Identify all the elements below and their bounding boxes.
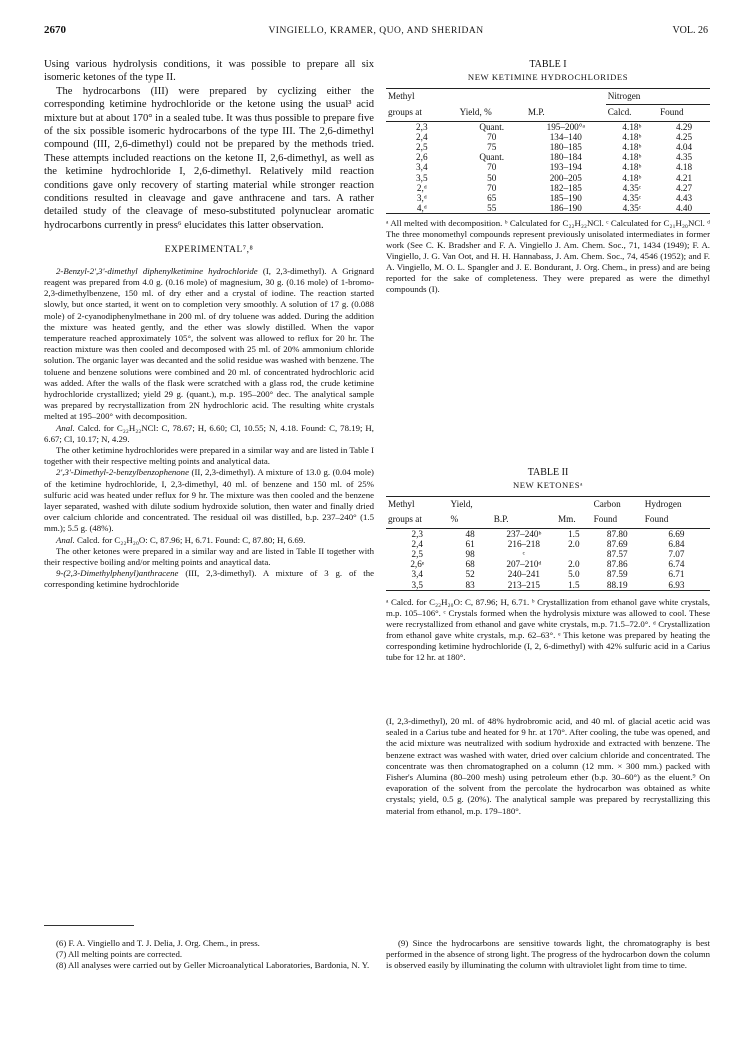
table-footnote: ᵃ Calcd. for C₂₂H₂₀O: C, 87.96; H, 6.71. ᵇ Crystallization from ethanol gave white crystals, m.p. 105–106°. ᶜ Crystals formed when the hydrolysis mixture was allowed to cool. These were recrystallized from ethanol and gave white crystals, m.p. 71.5–72.0°. ᵈ Crystallization from ethanol gave white crystals, m.p. 62–63°. ᵉ This ketone was prepared by heating the corresponding ketimine hydrochloride (I, 2, 6-dimethyl) with 42% sulfuric acid in a Carius tube for 12 hr. at 180°. [386,596,710,662]
table-cell: 4.18ᵇ [622,172,642,183]
table-cell: 52 [465,569,475,580]
col-header: Found [644,514,669,525]
table-row [386,183,710,193]
table-cell: 68 [465,559,475,570]
volume-label: VOL. 26 [672,25,708,36]
table-row [386,203,710,214]
table-cell: 70 [487,131,497,142]
right-continuation [386,716,710,817]
table-cell: 3,5 [411,579,423,590]
footnotes-left [44,938,374,971]
table-cell: 4.18ᵇ [622,121,642,132]
table-cell: 4.35 [675,152,693,163]
table-cell: 6.93 [668,579,685,590]
table-cell: 70 [487,162,497,173]
table-cell: 83 [465,579,475,590]
table-title: TABLE I [529,59,567,70]
table-cell: 2,5 [411,549,423,560]
table-row [386,549,710,559]
table-cell: 2,6 [416,152,428,163]
col-header: Mm. [558,514,576,525]
col-header: Found [660,107,684,118]
table-cell: 6.84 [668,538,685,549]
col-header: B.P. [493,514,509,525]
running-title: VINGIELLO, KRAMER, QUO, AND SHERIDAN [268,26,484,36]
table-cell: Quant. [479,152,505,163]
col-header: M.P. [527,106,545,117]
experimental-paragraph: Anal. Calcd. for C₂₂H₂₀O: C, 87.96; H, 6.71. Found: C, 87.80; H, 6.69. [56,534,306,545]
table-cell: 4.18 [675,162,693,173]
col-header: Hydrogen [644,498,682,509]
table-cell: 87.57 [606,549,628,560]
table-2-block [386,466,710,663]
table-row [386,539,710,549]
table-row [386,152,710,162]
table-cell: 4.21 [675,172,693,183]
table-cell: 6.71 [668,569,685,580]
table-row [386,173,710,183]
table-cell: 87.69 [606,538,628,549]
footnote-rule [44,925,134,926]
table-footnote: ᵃ All melted with decomposition. ᵇ Calculated for C₂₂H₂₂NCl. ᶜ Calculated for C₂₁H₂₀NCl. ᵈ The three monomethyl compounds represent previously unisolated intermediates in former work (See C. K. Bradsher and F. A. Vingiello J. Am. Chem. Soc., 71, 1434 (1949); F. A. Vingiello, J. G. Van Oot, and H. H. Hannabass, J. Am. Chem. Soc., 74, 4546 (1952); and F. A. Vingiello, M. O. L. Spangler and J. E. Bondurant, J. Org. Chem., in press) and are being reported for the sake of completeness. They were prepared as were the dimethyl compounds (I). [386,218,710,295]
table-cell: 2,4 [416,131,428,142]
intro-paragraph: Using various hydrolysis conditions, it was possible to prepare all six isomeric ketones of the type II. [44,59,374,84]
table-cell: 4.18ᵇ [622,152,642,163]
table-cell: 70 [487,182,497,193]
table-cell: 61 [465,538,475,549]
experimental-paragraph: The other ketones were prepared in a similar way and are listed in Table II together with their respective boiling and/or melting points and anaytical data. [44,545,374,567]
table-cell: 2,4 [411,538,423,549]
table-cell [556,549,592,559]
col-header: groups at [388,514,422,525]
table-cell: 2,ᵈ [416,182,427,193]
table-row [386,121,710,132]
table-cell: 4.35ᶜ [622,182,642,193]
table-cell: 193–194 [549,162,582,173]
table-cell: 2,3 [416,121,428,132]
table-2 [386,496,710,591]
table-cell: 195–200°ᵃ [546,121,585,132]
intro-paragraph: The hydrocarbons (III) were prepared by cyclizing either the corresponding ketimine hydrochloride or the ketone using the usual³ acid mixture but at about 170° in a sealed tube. It was thus possible to prepare five of the six possible isomeric hydrocarbons of the type III. The 2,6-dimethyl compound (III, 2,6-dimethyl) could not be prepared by the methods tried. These attempts included reactions on the ketone II, 2,6-dimethyl, as well as the ketimine hydrochloride I, 2,6-dimethyl. Relatively mild reaction conditions gave only recovery of starting material while stronger reaction conditions resulted in cleavage and gave anthracene and tars. A rather detailed study of the cleavage of meso-substituted polynuclear aromatic hydrocarbons currently in press⁶ elucidates this latter observation. [44,85,374,231]
experimental-paragraph: 2',3'-Dimethyl-2-benzylbenzophenone (II, 2,3-dimethyl). A mixture of 13.0 g. (0.04 mole) of the ketimine hydrochloride, I, 2,3-dimethyl, 40 ml. of benzene and 150 ml. of 25% sulfuric acid was heated under reflux for 9 hr. The mixture was then cooled and the benzene layer separated, washed with dilute sodium hydroxide solution, then water and finally dried over calcium chloride and concentrated. The residual oil was distilled, b.p. 237–240° (1.5 mm.); 5.5 g. (48%). [44,467,374,534]
section-title: EXPERIMENTAL⁷,⁸ [164,245,254,256]
table-cell: 213–215 [507,579,540,590]
table-cell: 134–140 [549,131,582,142]
table-cell: 3,ᵈ [416,193,427,204]
table-cell: 4.18ᵇ [622,131,642,142]
experimental-paragraph: 9-(2,3-Dimethylphenyl)anthracene (III, 2,3-dimethyl). A mixture of 3 g. of the corresponding ketimine hydrochloride [44,568,375,590]
table-cell: 3,5 [416,172,428,183]
table-cell: 1.5 [568,528,580,539]
footnotes-right [386,938,710,971]
table-cell: 180–184 [549,152,582,163]
table-cell: 48 [465,528,475,539]
table-cell: 2,6ᵉ [410,559,425,570]
table-cell: 6.69 [668,528,685,539]
table-cell: 65 [487,193,497,204]
page-number: 2670 [44,24,66,36]
table-cell: 4.35ᶜ [622,203,642,214]
table-cell: 50 [487,172,497,183]
table-cell: 7.07 [668,549,685,560]
table-1 [386,88,710,215]
table-cell: 6.74 [668,559,685,570]
table-cell: 240–241 [507,569,540,580]
table-cell: 87.59 [606,569,628,580]
experimental-paragraph: (I, 2,3-dimethyl), 20 ml. of 48% hydrobromic acid, and 40 ml. of glacial acetic acid was sealed in a Carius tube and heated for 9 hr. at 170°. After cooling, the tube was opened, and the acid mixture was neutralized with sodium hydroxide and extracted with benzene. The benzene extract was washed with water, dried over calcium chloride and concentrated. The concentrate was then chromatographed on a column (12 mm. × 300 mm.) packed with Fisher's Alumina (80–200 mesh) using petroleum ether (b.p. 30–60°) as the eluent.⁹ On evaporation of the solvent from the percolate the hydrocarbon was obtained as white crystals; yield, 0.5 g. (20%). The analytical sample was prepared by recrystallizing this material from ethanol, m.p. 179–180°. [386,716,710,816]
table-cell: 3,4 [416,162,428,173]
col-header: groups at [388,106,422,117]
table-cell: 4.25 [675,131,693,142]
col-header: Yield, [450,498,473,509]
table-cell: 2,5 [416,142,428,153]
table-cell: 185–190 [549,193,582,204]
table-cell: 216–218 [507,538,540,549]
table-cell: 180–185 [549,142,582,153]
col-header: Methyl [388,91,415,102]
table-cell: 4.18ᵇ [622,162,642,173]
table-cell: 4.18ᵇ [622,142,642,153]
table-cell: 2.0 [568,538,580,549]
table-cell: 2,3 [411,528,423,539]
table-cell: 88.19 [606,579,628,590]
col-header: Carbon [593,498,621,509]
table-cell: 4.04 [675,142,693,153]
table-row [386,142,710,152]
table-cell: 3,4 [411,569,423,580]
table-cell: 207–210ᵈ [506,559,542,570]
table-subtitle: NEW KETIMINE HYDROCHLORIDES [467,72,629,83]
table-cell: 5.0 [568,569,580,580]
footnote: (7) All melting points are corrected. [56,949,183,959]
table-cell: 4.35ᶜ [622,193,642,204]
page-header [44,24,708,42]
footnote: (6) F. A. Vingiello and T. J. Delia, J. Org. Chem., in press. [56,938,260,948]
table-cell: 237–240ᵇ [506,528,542,539]
table-cell: 4.27 [675,182,693,193]
col-header: % [450,514,459,525]
experimental-paragraph: Anal. Calcd. for C₂₂H₂₂NCl: C, 78.67; H, 6.60; Cl, 10.55; N, 4.18. Found: C, 78.19; H, 6.67; Cl, 10.17; N, 4.29. [44,422,374,444]
table-cell: 200–205 [549,172,582,183]
table-cell: 87.86 [606,559,628,570]
table-cell: 2.0 [568,559,580,570]
table-cell: 4.43 [675,193,693,204]
footnote: (8) All analyses were carried out by Geller Microanalytical Laboratories, Bardonia, N. Y. [56,960,370,970]
experimental-paragraph: The other ketimine hydrochlorides were prepared in a similar way and are listed in Table I together with their respective melting points and analytical data. [44,444,374,467]
table-row [386,162,710,172]
table-cell: 75 [487,142,497,153]
table-1-block [386,58,710,295]
table-row [386,559,710,569]
table-row [386,528,710,539]
table-cell: 98 [465,549,475,560]
table-cell: Quant. [479,121,505,132]
col-header: Found [593,514,618,525]
table-row [386,132,710,142]
table-cell: 55 [487,203,497,214]
left-column [44,58,374,591]
experimental-paragraph: 2-Benzyl-2',3'-dimethyl diphenylketimine hydrochloride (I, 2,3-dimethyl). A Grignard reagent was prepared from 4.0 g. (0.16 mole) of magnesium, 30 g. (0.16 mole) of 1-bromo-2,3-dimethylbenzene, 150 ml. of dry ether and a crystal of iodine. The reaction started slowly, but once started, it went on to completion very smoothly. A solution of 17 g. (0.088 mole) of 2-cyanodiphenylmethane in 200 ml. of dry toluene was added. During the addition the mixture was heated gently, and the ether was slowly distilled. When the vapor temperature reached approximately 105°, the solvent was allowed to reflux for 20 hr. The reaction mixture was then cooled and decomposed with 25 ml. of 20% ammonium chloride solution. The organic layer was decanted and the solid residue was washed with benzene. The toluene and benzene solutions were combined and 20 ml. of concentrated hydrochloric acid was added. After the walls of the flask were scratched with a glass rod, the crude ketimine hydrochloride crystallized; yield 29 g. (quant.), m.p. 195–200° dec. The analytical sample was prepared by recrystallization from 2N hydrochloric acid. The resulting white crystals melted at 195–200° with decomposition. [44,265,375,422]
footnote: (9) Since the hydrocarbons are sensitive towards light, the chromatography is best performed in the absence of strong light. The progress of the hydrocarbon down the column is observed easily by illuminating the column with ultraviolet light from time to time. [386,938,710,970]
col-header: Calcd. [607,107,632,118]
table-cell: 1.5 [568,579,580,590]
table-cell: 186–190 [549,203,582,214]
table-cell: ᶜ [522,549,526,560]
col-header: Methyl [388,498,415,509]
table-cell: 4.40 [675,203,693,214]
table-row [386,569,710,579]
table-cell: 4,ᵈ [416,203,427,214]
table-subtitle: NEW KETONESᵃ [512,480,584,491]
table-row [386,193,710,203]
table-cell: 87.80 [606,528,628,539]
table-cell: 4.29 [675,121,693,132]
col-header: Yield, % [459,106,492,117]
table-title: TABLE II [527,467,569,478]
col-header: Nitrogen [606,88,710,104]
table-cell: 182–185 [549,182,582,193]
table-row [386,580,710,591]
